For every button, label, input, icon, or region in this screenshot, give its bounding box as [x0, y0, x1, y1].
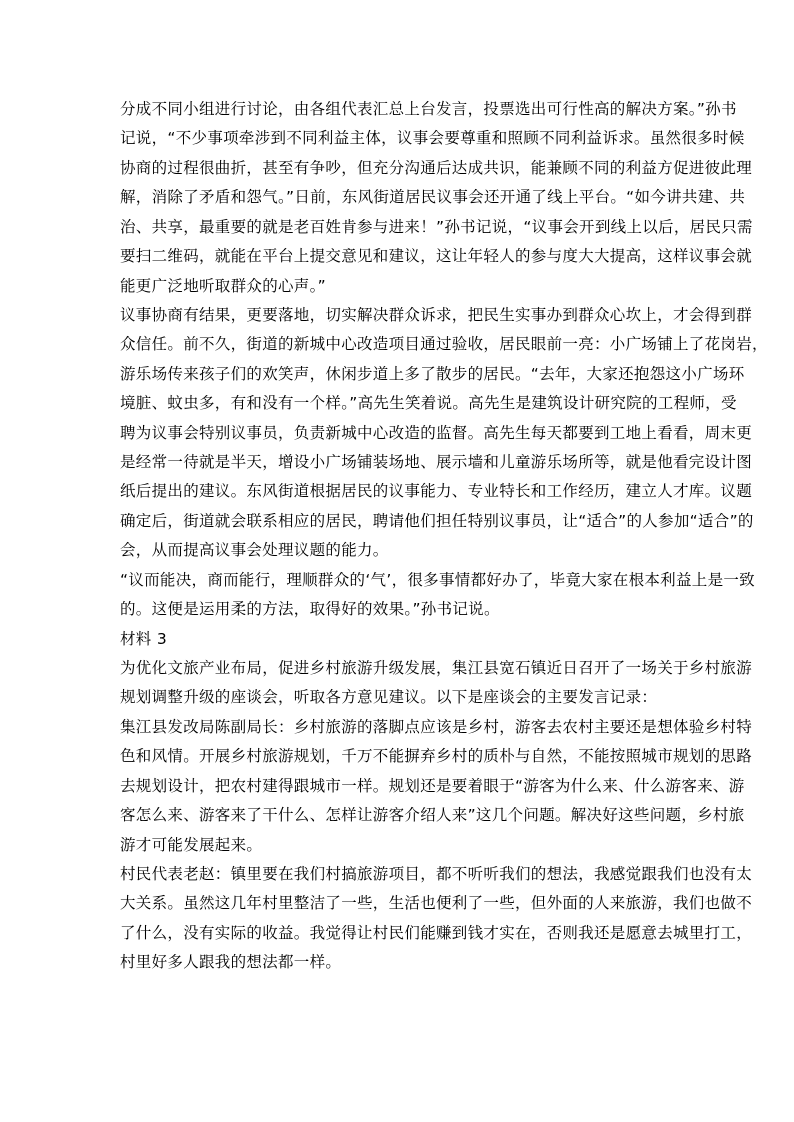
- text-line: 境脏、蚊虫多，有和没有一个样。”高先生笑着说。高先生是建筑设计研究院的工程师，受: [120, 394, 737, 413]
- text-line: 村里好多人跟我的想法都一样。: [120, 953, 342, 972]
- text-line: 村民代表老赵：镇里要在我们村搞旅游项目，都不听听我们的想法，我感觉跟我们也没有太: [120, 864, 753, 883]
- document-page: [120, 95, 768, 978]
- text-line: 色和风情。开展乡村旅游规划，千万不能摒弃乡村的质朴与自然，不能按照城市规划的思路: [120, 747, 753, 766]
- text-line: 了什么，没有实际的收益。我觉得让村民们能赚到钱才实在，否则我还是愿意去城里打工，: [120, 923, 753, 942]
- text-line: 协商的过程很曲折，甚至有争吵，但充分沟通后达成共识，能兼顾不同的利益方促进彼此理: [120, 158, 753, 177]
- text-line: 材料 3: [120, 629, 167, 648]
- text-line: 能更广泛地听取群众的心声。”: [120, 276, 326, 295]
- text-line: 治、共享，最重要的就是老百姓肯参与进来！”孙书记说，“议事会开到线上以后，居民只需: [120, 217, 753, 236]
- text-line: 是经常一待就是半天，增设小广场铺装场地、展示墙和儿童游乐场所等，就是他看完设计图: [120, 453, 753, 472]
- text-line: 规划调整升级的座谈会，听取各方意见建议。以下是座谈会的主要发言记录：: [120, 688, 658, 707]
- text-line: 会，从而提高议事会处理议题的能力。: [120, 541, 389, 560]
- text-line: 聘为议事会特别议事员，负责新城中心改造的监督。高先生每天都要到工地上看看，周末更: [120, 423, 753, 442]
- text-line: 众信任。前不久，街道的新城中心改造项目通过验收，居民眼前一亮：小广场铺上了花岗岩，: [120, 335, 768, 354]
- text-line: 游乐场传来孩子们的欢笑声，休闲步道上多了散步的居民。“去年，大家还抱怨这小广场环: [120, 364, 745, 383]
- text-line: 议事协商有结果，更要落地，切实解决群众诉求，把民生实事办到群众心坎上，才会得到群: [120, 305, 753, 324]
- text-line: 游才可能发展起来。: [120, 835, 263, 854]
- text-line: 客怎么来、游客来了干什么、怎样让游客介绍人来”这几个问题。解决好这些问题，乡村旅: [120, 806, 745, 825]
- text-line: 大关系。虽然这几年村里整洁了一些，生活也便利了一些，但外面的人来旅游，我们也做不: [120, 894, 753, 913]
- text-line: 为优化文旅产业布局，促进乡村旅游升级发展，集江县宽石镇近日召开了一场关于乡村旅游: [120, 659, 753, 678]
- text-line: 记说，“不少事项牵涉到不同利益主体，议事会要尊重和照顾不同利益诉求。虽然很多时候: [120, 129, 745, 148]
- text-line: 解，消除了矛盾和怨气。”日前，东风街道居民议事会还开通了线上平台。“如今讲共建、共: [120, 188, 746, 207]
- text-line: 去规划设计，把农村建得跟城市一样。规划还是要着眼于“游客为什么来、什么游客来、游: [120, 776, 745, 795]
- text-line: 集江县发改局陈副局长：乡村旅游的落脚点应该是乡村，游客去农村主要还是想体验乡村特: [120, 717, 753, 736]
- text-line: 分成不同小组进行讨论，由各组代表汇总上台发言，投票选出可行性高的解决方案。”孙书: [120, 100, 737, 118]
- text-line: 纸后提出的建议。东风街道根据居民的议事能力、专业特长和工作经历，建立人才库。议题: [120, 482, 753, 501]
- text-line: “议而能决，商而能行，理顺群众的‘气’，很多事情都好办了，毕竟大家在根本利益上是一致: [120, 570, 755, 589]
- text-line: 的。这便是运用柔的方法，取得好的效果。”孙书记说。: [120, 600, 500, 619]
- text-line: 要扫二维码，就能在平台上提交意见和建议，这让年轻人的参与度大大提高，这样议事会就: [120, 247, 753, 266]
- text-line: 确定后，街道就会联系相应的居民，聘请他们担任特别议事员，让“适合”的人参加“适合”的: [120, 511, 754, 530]
